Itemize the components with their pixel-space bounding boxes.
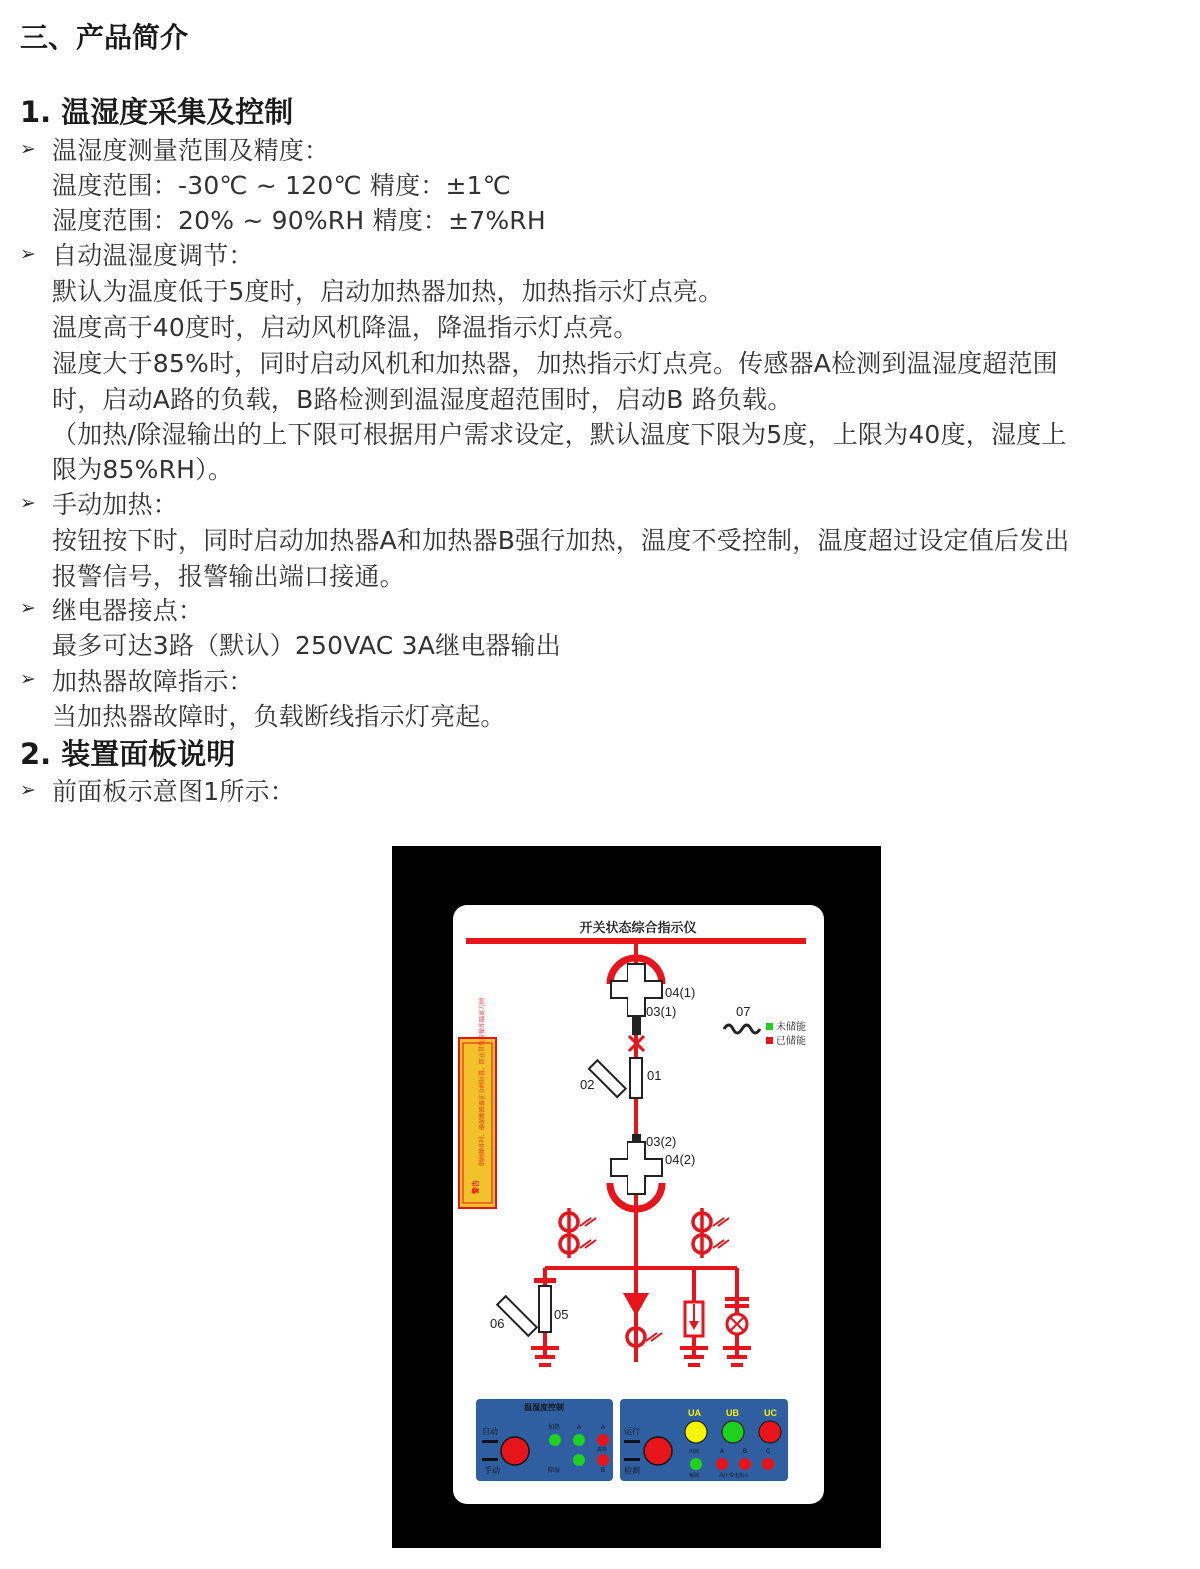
manual-heat-button xyxy=(501,1437,529,1465)
text-line: 默认为温度低于5度时，启动加热器加热，加热指示灯点亮。 xyxy=(52,277,724,306)
label-sb: B xyxy=(743,1449,748,1455)
label-ub: UB xyxy=(726,1408,739,1418)
text-line: 继电器接点： xyxy=(52,596,204,625)
label-heat: 加热 xyxy=(548,1425,561,1431)
label-04-2: 04(2) xyxy=(665,1152,696,1167)
label-b: B xyxy=(601,1468,606,1474)
label-01: 01 xyxy=(647,1068,662,1083)
label-detect: 检测 xyxy=(624,1466,640,1475)
label-a2: A xyxy=(601,1425,606,1431)
label-07: 07 xyxy=(736,1004,751,1019)
text-line: 手动加热： xyxy=(52,490,179,519)
label-close: 闭锁 xyxy=(689,1449,700,1455)
section-title: 三、产品简介 xyxy=(20,21,189,54)
front-panel-image xyxy=(392,846,881,1548)
heading-temp-humidity: 1. 温湿度采集及控制 xyxy=(20,95,294,129)
label-sc: C xyxy=(766,1449,771,1455)
warning-title: 警告 xyxy=(473,1180,480,1194)
label-manual: 手动 xyxy=(484,1466,500,1475)
label-03-1: 03(1) xyxy=(646,1004,677,1019)
text-line: 当加热器故障时，负载断线指示灯亮起。 xyxy=(52,702,506,731)
text-line: 最多可达3路（默认）250VAC 3A继电器输出 xyxy=(52,631,562,660)
front-panel-svg xyxy=(392,846,881,1548)
label-03-2: 03(2) xyxy=(646,1134,677,1149)
label-ua: UA xyxy=(688,1408,701,1418)
label-uc: UC xyxy=(764,1408,777,1418)
bullet-icon: ➢ xyxy=(20,243,36,265)
label-sa: A xyxy=(720,1449,725,1455)
text-line: 温湿度测量范围及精度： xyxy=(52,136,330,165)
text-line: 温度高于40度时，启动风机降温，降温指示灯点亮。 xyxy=(52,313,639,342)
label-auto: 自动 xyxy=(482,1427,498,1436)
text-line: 前面板示意图1所示： xyxy=(52,777,295,806)
bullet-icon: ➢ xyxy=(20,779,36,801)
heading-panel: 2. 装置面板说明 xyxy=(20,737,236,771)
label-unlock: 解锁 xyxy=(689,1473,700,1479)
text-line: 报警信号，报警输出端口接通。 xyxy=(52,562,405,591)
panel-title: 开关状态综合指示仪 xyxy=(579,920,697,935)
label-dehum: 除湿 xyxy=(548,1468,561,1474)
label-a: A xyxy=(577,1425,582,1431)
label-02: 02 xyxy=(580,1077,595,1092)
legend-uncharged: 未储能 xyxy=(776,1022,806,1033)
bullet-icon: ➢ xyxy=(20,492,36,514)
temp-control-title: 温湿度控制 xyxy=(524,1403,564,1412)
label-hv: 高压带电指示 xyxy=(719,1473,750,1479)
text-line: 湿度范围：20% ~ 90%RH 精度：±7%RH xyxy=(52,206,546,235)
warning-text: 倒闸操作时，确保断路器在分闸位置，防止带负荷操作隔离刀闸 xyxy=(480,997,486,1166)
legend-charged: 已储能 xyxy=(776,1036,806,1047)
label-run: 运行 xyxy=(624,1427,640,1436)
text-line: 时，启动A路的负载，B路检测到温湿度超范围时，启动B 路负载。 xyxy=(52,385,793,414)
bullet-icon: ➢ xyxy=(20,597,36,619)
label-05: 05 xyxy=(554,1307,569,1322)
label-06: 06 xyxy=(490,1316,505,1331)
text-line: 自动温湿度调节： xyxy=(52,241,254,270)
text-line: （加热/除湿输出的上下限可根据用户需求设定，默认温度下限为5度，上限为40度，湿度上 xyxy=(52,420,1067,449)
text-line: 湿度大于85%时，同时启动风机和加热器，加热指示灯点亮。传感器A检测到温湿度超范围 xyxy=(52,349,1058,378)
bullet-icon: ➢ xyxy=(20,668,36,690)
text-line: 按钮按下时，同时启动加热器A和加热器B强行加热，温度不受控制，温度超过设定值后发出 xyxy=(52,526,1070,555)
text-line: 温度范围：-30℃ ~ 120℃ 精度：±1℃ xyxy=(52,171,512,200)
text-line: 限为85%RH）。 xyxy=(52,455,234,484)
label-04-1: 04(1) xyxy=(665,985,696,1000)
text-line: 加热器故障指示： xyxy=(52,667,254,696)
bullet-icon: ➢ xyxy=(20,138,36,160)
label-fault: 故障 xyxy=(597,1447,608,1453)
detect-button xyxy=(644,1437,672,1465)
